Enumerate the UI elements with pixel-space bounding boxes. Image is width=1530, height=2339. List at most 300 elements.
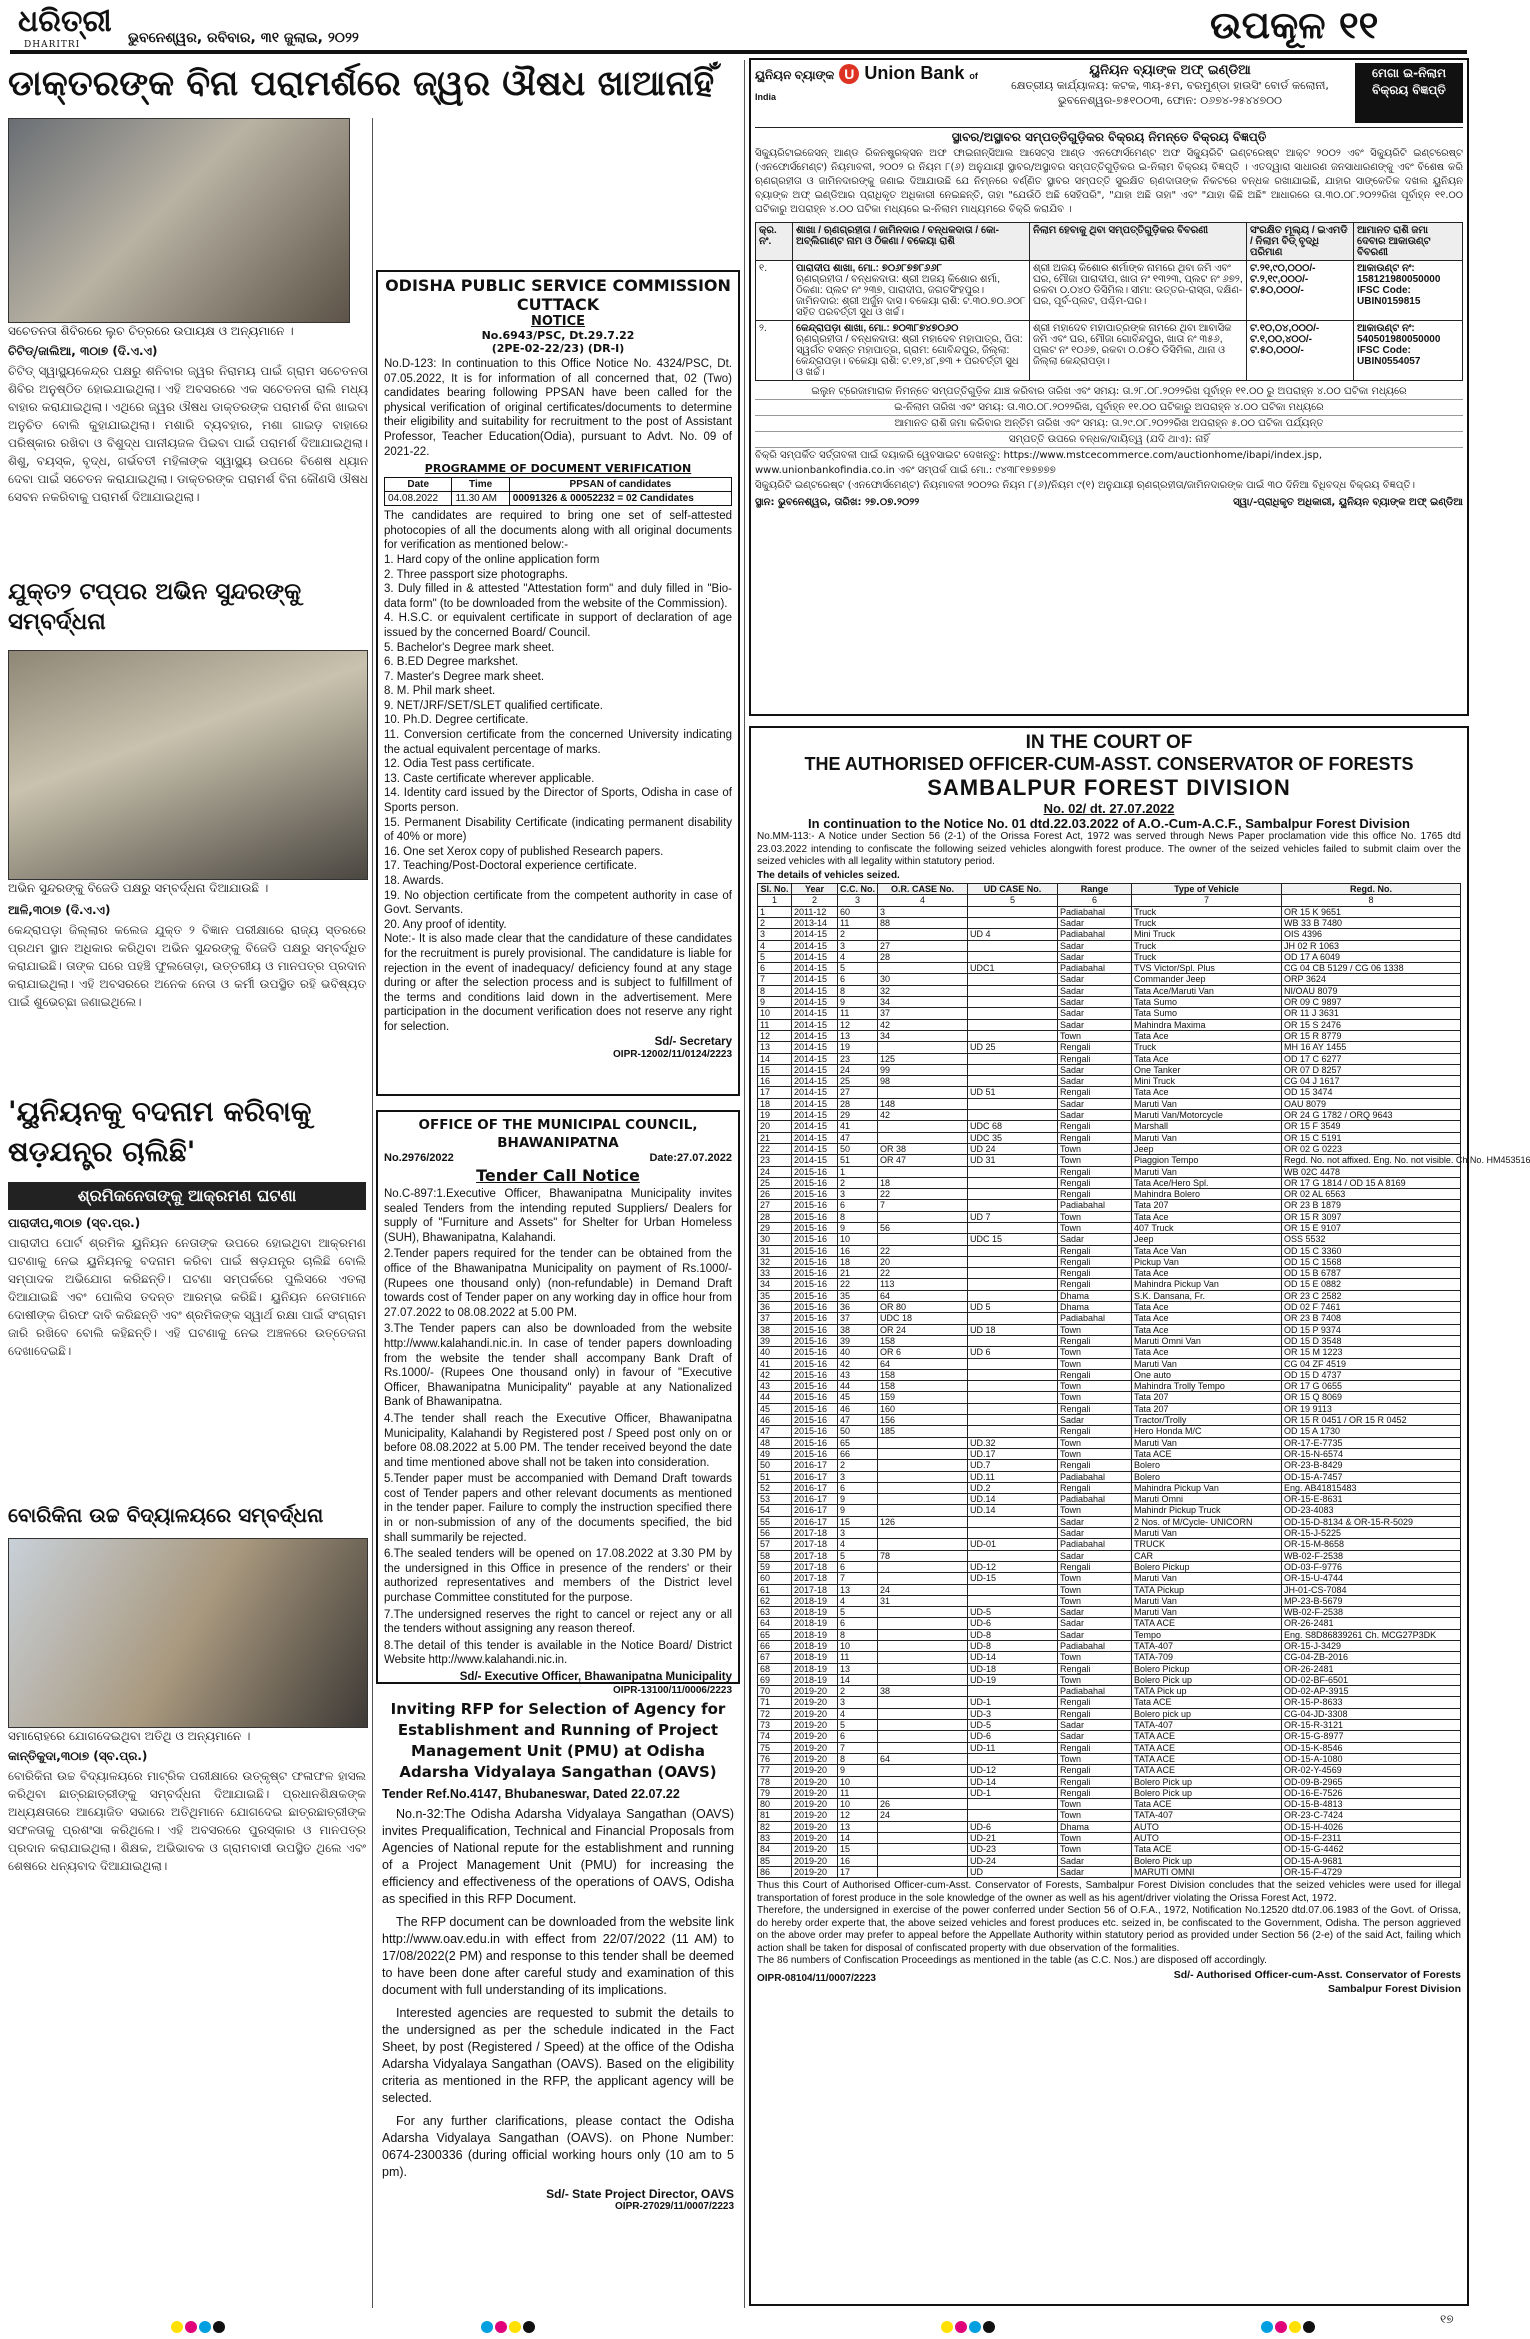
table-cell: 2017-18 (792, 1550, 838, 1561)
table-cell: 28 (758, 1211, 792, 1222)
table-cell: OD-02-AP-3915 (1282, 1686, 1461, 1697)
table-cell (968, 1268, 1058, 1279)
tender-paragraph: 3.The Tender papers can also be downloaded from the website http://www.kalahandi.nic.in. In case of tender papers downloading from the website the tender shall accompany Bank Draft of Rs.1000/- (Rupees One thousand only) in favour of "Executive Officer, Bhawanipatna Municipality" payable at any Nationalized Bank of Bhawanipatna. (384, 1323, 732, 1409)
column-number: 2 (792, 895, 838, 906)
table-cell (968, 1245, 1058, 1256)
table-cell: UDC 68 (968, 1121, 1058, 1132)
opsc-programme-title: PROGRAMME OF DOCUMENT VERIFICATION (424, 462, 692, 476)
table-cell: OD 15 C 1568 (1282, 1256, 1461, 1267)
table-cell (968, 1686, 1058, 1697)
table-cell: 40 (838, 1347, 878, 1358)
table-cell: UD 6 (968, 1347, 1058, 1358)
table-cell: 2014-15 (792, 997, 838, 1008)
table-cell: Tata Sumo (1132, 1008, 1282, 1019)
story4-headline: ବୋରିକିନା ଉଚ୍ଚ ବିଦ୍ୟାଳୟରେ ସମ୍ବର୍ଦ୍ଧନା (8, 1503, 324, 1527)
registration-dots (1260, 2318, 1316, 2337)
table-cell: Commander Jeep (1132, 974, 1282, 985)
table-cell: TATA ACE (1132, 1618, 1282, 1629)
table-cell: 21 (758, 1132, 792, 1143)
opsc-lead: The candidates are required to bring one set of self-attested photocopies of all the documents along with all original documents for verification as mentioned below:- (384, 510, 732, 552)
table-cell: Sadar (1058, 1731, 1132, 1742)
table-cell: Tata 207 (1132, 1200, 1282, 1211)
table-cell: 31 (878, 1595, 968, 1606)
table-cell: 44 (758, 1392, 792, 1403)
table-cell: OIS 4396 (1282, 929, 1461, 940)
table-cell (878, 1471, 968, 1482)
table-cell: 36 (838, 1302, 878, 1313)
table-cell: 9 (838, 997, 878, 1008)
table-cell: 42 (878, 1019, 968, 1030)
table-cell: 2016-17 (792, 1471, 838, 1482)
table-cell: 99 (878, 1064, 968, 1075)
table-cell (878, 1573, 968, 1584)
table-row (758, 974, 1461, 985)
table-cell: 78 (758, 1776, 792, 1787)
table-cell: Town (1058, 1652, 1132, 1663)
table-cell: 70 (758, 1686, 792, 1697)
table-cell: 76 (758, 1753, 792, 1764)
table-cell: 84 (758, 1844, 792, 1855)
masthead (0, 0, 1477, 50)
table-cell: Maruti Van (1132, 1607, 1282, 1618)
table-cell: Rengali (1058, 1087, 1132, 1098)
table-cell: 79 (758, 1787, 792, 1798)
table-cell (878, 1607, 968, 1618)
table-cell: UD 25 (968, 1042, 1058, 1053)
table-cell: 6 (838, 1618, 878, 1629)
table-row (758, 1821, 1461, 1832)
table-cell: 148 (878, 1098, 968, 1109)
table-column-number-row (758, 895, 1461, 906)
table-row (758, 1720, 1461, 1731)
table-cell (968, 1415, 1058, 1426)
document-list-item: 9. NET/JRF/SET/SLET qualified certificate. (384, 699, 604, 712)
table-cell: UD-1 (968, 1697, 1058, 1708)
document-list-item: 11. Conversion certificate from the concerned University indicating the actual equivalent percentage of marks. (384, 729, 732, 756)
table-cell: Tata Ace (1132, 1313, 1282, 1324)
table-cell: 2014-15 (792, 1087, 838, 1098)
table-cell: 2015-16 (792, 1437, 838, 1448)
opsc-notice (376, 270, 740, 1096)
table-cell: UD-14 (968, 1652, 1058, 1663)
bank-place-date: ସ୍ଥାନ: ଭୁବନେଶ୍ୱର, ତାରିଖ: ୨୭.୦୭.୨୦୨୨ (755, 497, 920, 508)
table-cell (878, 1765, 968, 1776)
table-cell: 27 (838, 1087, 878, 1098)
table-cell: 39 (758, 1335, 792, 1346)
table-cell (968, 1256, 1058, 1267)
table-cell: TRUCK (1132, 1539, 1282, 1550)
table-cell: Tata Ace (1132, 1324, 1282, 1335)
table-row (758, 1369, 1461, 1380)
table-cell: OD 15 3474 (1282, 1087, 1461, 1098)
column-number: 3 (838, 895, 878, 906)
table-cell: 28 (878, 951, 968, 962)
brand-odia: ୟୁନିୟନ ବ୍ୟାଙ୍କ (755, 68, 835, 82)
table-cell: Mahindr Pickup Truck (1132, 1505, 1282, 1516)
table-cell: OD-15-A-7457 (1282, 1471, 1461, 1482)
table-cell (878, 1787, 968, 1798)
table-cell: 27 (758, 1200, 792, 1211)
opsc-programme-table (384, 477, 732, 506)
table-cell: Town (1058, 1753, 1132, 1764)
forest-reference: OIPR-08104/11/0007/2223 (757, 1972, 876, 1984)
table-cell: 5 (838, 963, 878, 974)
table-row (758, 1313, 1461, 1324)
table-cell: 2015-16 (792, 1189, 838, 1200)
table-row (758, 1279, 1461, 1290)
table-cell: Sadar (1058, 1528, 1132, 1539)
table-cell: OR-15-G-8977 (1282, 1731, 1461, 1742)
table-cell: TATA Pickup (1132, 1584, 1282, 1595)
table-cell: OD 17 C 6277 (1282, 1053, 1461, 1064)
table-cell (968, 1279, 1058, 1290)
table-cell: AUTO (1132, 1833, 1282, 1844)
table-cell: Rengali (1058, 1279, 1132, 1290)
table-cell: 2016-17 (792, 1494, 838, 1505)
table-cell: Bolero (1132, 1471, 1282, 1482)
lead-caption: ସଚେତନତା ଶିବିରରେ ଲୁଚ ଚିତ୍ରରେ ଉପାୟକ୍ଷ ଓ ଅନ୍ୟମାନେ । (8, 324, 294, 338)
table-cell: 3 (838, 1471, 878, 1482)
bank-address: କ୍ଷେତ୍ରୀୟ କାର୍ଯ୍ୟାଳୟ: କଟକ, ୩ୟ-୫ମ, ବରମୁଣ୍ଡା ହାଉସିଂ ବୋର୍ଡ କଲୋନୀ, ଭୁବନେଶ୍ୱର-୭୫୧୦୦୩, ଫୋନ: ୦୬୭୪-୨୫୪୪୭୦୦ (1011, 79, 1329, 107)
table-row (758, 1482, 1461, 1493)
table-cell: OR 09 C 9897 (1282, 997, 1461, 1008)
table-cell: Sadar (1058, 1629, 1132, 1640)
table-cell (878, 1697, 968, 1708)
table-cell: UD 18 (968, 1324, 1058, 1335)
table-cell: OR 15 R 3097 (1282, 1211, 1461, 1222)
forest-disposed: The 86 numbers of Confiscation Proceedings as mentioned in the table (as C.C. Nos.) are disposed off accordingly. (757, 1955, 1267, 1967)
table-cell: OD-15-H-4026 (1282, 1821, 1461, 1832)
table-cell: 8 (838, 1753, 878, 1764)
table-cell: 2018-19 (792, 1674, 838, 1685)
table-cell: 13 (838, 1584, 878, 1595)
table-cell: 10 (838, 1799, 878, 1810)
table-cell: 51 (758, 1471, 792, 1482)
table-cell: 16 (838, 1855, 878, 1866)
table-row (756, 261, 1463, 321)
table-cell: OR 6 (878, 1347, 968, 1358)
table-cell (878, 929, 968, 940)
table-cell: One Tanker (1132, 1064, 1282, 1075)
table-cell: 10 (758, 1008, 792, 1019)
table-cell: OD 15 B 6787 (1282, 1268, 1461, 1279)
table-cell: 2018-19 (792, 1629, 838, 1640)
table-cell (878, 1087, 968, 1098)
table-cell: 2015-16 (792, 1211, 838, 1222)
logo-latin: DHARITRI (24, 40, 81, 50)
table-cell: Rengali (1058, 1132, 1132, 1143)
table-cell: 18 (878, 1177, 968, 1188)
table-cell: 24 (878, 1584, 968, 1595)
table-cell (878, 1042, 968, 1053)
table-cell: OD-15-D-8134 & OR-15-R-5029 (1282, 1516, 1461, 1527)
table-row (758, 1290, 1461, 1301)
table-cell: 4 (758, 940, 792, 951)
table-cell: Tata 207 (1132, 1392, 1282, 1403)
table-cell: OD 15 C 3360 (1282, 1245, 1461, 1256)
table-cell (878, 1629, 968, 1640)
oavs-title: Inviting RFP for Selection of Agency for Establishment and Running of Project Management Unit (PMU) at Odisha Adarsha Vidyalaya Sangathan (OAVS) (390, 1700, 726, 1781)
table-cell: ଆକାଉଣ୍ଟ ନଂ: 158121980050000 IFSC Code: UBIN0159815 (1354, 261, 1463, 321)
table-cell (968, 1110, 1058, 1121)
table-cell: OR 47 (878, 1155, 968, 1166)
table-cell: UD.7 (968, 1460, 1058, 1471)
table-cell: Tata Ace/Maruti Van (1132, 985, 1282, 996)
table-row (758, 1652, 1461, 1663)
opsc-title2: CUTTACK (516, 295, 600, 314)
table-cell: 11.30 AM (452, 492, 509, 506)
table-cell (968, 1753, 1058, 1764)
table-cell: 34 (758, 1279, 792, 1290)
table-cell: Mini Truck (1132, 929, 1282, 940)
table-cell: NI/OAU 8079 (1282, 985, 1461, 996)
table-cell: OR-23-B-8429 (1282, 1460, 1461, 1471)
table-cell: Sadar (1058, 917, 1132, 928)
table-cell (968, 1403, 1058, 1414)
forest-confiscation-notice (749, 726, 1530, 2306)
table-cell: 2016-17 (792, 1460, 838, 1471)
table-cell: 3 (838, 1189, 878, 1200)
table-cell: 2019-20 (792, 1720, 838, 1731)
table-cell: Pickup Van (1132, 1256, 1282, 1267)
table-cell: 15 (838, 1516, 878, 1527)
table-cell: 42 (838, 1358, 878, 1369)
table-cell: Padiabahal (1058, 906, 1132, 917)
table-cell: 2014-15 (792, 1121, 838, 1132)
table-cell: Tata ACE (1132, 1448, 1282, 1459)
table-cell: 5 (838, 1720, 878, 1731)
table-cell: OR 24 G 1782 / ORQ 9643 (1282, 1110, 1461, 1121)
document-list-item: 5. Bachelor's Degree mark sheet. (384, 641, 555, 654)
table-row (758, 1268, 1461, 1279)
table-cell: Regd. No. not affixed. Eng. No. not visible. Ch No. HM453516 (1282, 1155, 1461, 1166)
table-cell: Maruti Van (1132, 1573, 1282, 1584)
table-cell (968, 1799, 1058, 1810)
table-row (758, 1448, 1461, 1459)
document-list-item: 18. Awards. (384, 875, 444, 887)
table-cell: 18 (758, 1098, 792, 1109)
table-cell: 81 (758, 1810, 792, 1821)
table-cell (968, 1426, 1058, 1437)
table-row (758, 1674, 1461, 1685)
newspaper-logo: ଧରିତ୍ରୀ DHARITRI (18, 4, 112, 50)
table-cell: 2014-15 (792, 1030, 838, 1041)
table-header: Regd. No. (1282, 884, 1461, 895)
table-cell: 2017-18 (792, 1584, 838, 1595)
table-cell: Tata Ace (1132, 1211, 1282, 1222)
table-row (758, 906, 1461, 917)
table-cell: ଶ୍ରୀ ମହାଦେବ ମହାପାତ୍ରଙ୍କ ନାମରେ ଥିବା ଆବାସିକ ଜମି ଏବଂ ଘର, ମୌଜା ଗୋବିନ୍ଦପୁର, ଖାତା ନଂ ୩୫୬, ପ୍ଲଟ ନଂ ୧୦୬୭, ରକବା ୦.୦୫୦ ଡିସିମିଲ, ଥାନା ଓ ଜିଲ୍ଲା କେନ୍ଦ୍ରାପଡ଼ା। (1030, 321, 1247, 381)
column-number: 8 (1282, 895, 1461, 906)
table-cell: MP-23-B-5679 (1282, 1595, 1461, 1606)
forest-sign-line2: Sambalpur Forest Division (1327, 1983, 1461, 1996)
table-cell (968, 1189, 1058, 1200)
table-row (758, 1076, 1461, 1087)
table-row (758, 1765, 1461, 1776)
table-cell: 13 (758, 1042, 792, 1053)
table-cell: Rengali (1058, 1663, 1132, 1674)
table-row (758, 963, 1461, 974)
table-cell: Truck (1132, 940, 1282, 951)
table-cell: Bolero Pick up (1132, 1855, 1282, 1866)
table-cell: 6 (838, 974, 878, 985)
document-list-item: 4. H.S.C. or equivalent certificate in support of declaration of age issued by the concerned Board/ Council. (384, 612, 732, 639)
table-cell: Truck (1132, 951, 1282, 962)
table-cell: UD.2 (968, 1482, 1058, 1493)
table-row (758, 929, 1461, 940)
table-cell (968, 1595, 1058, 1606)
table-cell: 15 (758, 1064, 792, 1075)
table-cell: UD-21 (968, 1833, 1058, 1844)
table-cell: OR 15 E 9107 (1282, 1223, 1461, 1234)
table-header: UD CASE No. (968, 884, 1058, 895)
table-row (758, 1053, 1461, 1064)
table-cell: 6 (838, 1482, 878, 1493)
table-cell: 69 (758, 1674, 792, 1685)
table-cell: 2015-16 (792, 1279, 838, 1290)
table-cell: UD 7 (968, 1211, 1058, 1222)
table-cell: 68 (758, 1663, 792, 1674)
table-cell: Piaggion Tempo (1132, 1155, 1282, 1166)
table-cell (968, 985, 1058, 996)
table-cell: Bolero Pickup (1132, 1663, 1282, 1674)
table-row (758, 917, 1461, 928)
table-cell: Jeep (1132, 1234, 1282, 1245)
table-cell: OSS 5532 (1282, 1234, 1461, 1245)
table-cell: 2014-15 (792, 1064, 838, 1075)
table-cell: OD 15 D 3548 (1282, 1335, 1461, 1346)
oavs-tender-ref: Tender Ref.No.4147, Bhubaneswar, Dated 22.07.22 (382, 1787, 680, 1801)
bhawanipatna-reference: OIPR-13100/11/0006/2223 (613, 1684, 732, 1696)
table-cell: 67 (758, 1652, 792, 1663)
table-cell: 2019-20 (792, 1742, 838, 1753)
table-cell: Padiabahal (1058, 929, 1132, 940)
table-cell: 5 (838, 1607, 878, 1618)
table-cell: Rengali (1058, 1426, 1132, 1437)
table-cell: 77 (758, 1765, 792, 1776)
table-row (758, 1799, 1461, 1810)
table-row (758, 1787, 1461, 1798)
table-cell (968, 1335, 1058, 1346)
tender-paragraph: 2.Tender papers required for the tender can be obtained from the office of the Bhawanipatna Municipality on payment of Rs.1000/- (Rupees one thousand only) (non-refundable) in Demand Draft towards cost of Tender paper on any working day in office hour from 27.07.2022 to 08.08.2022 at 5.00 PM. (384, 1248, 732, 1319)
table-cell: 2019-20 (792, 1833, 838, 1844)
table-cell: 2016-17 (792, 1482, 838, 1493)
table-cell (878, 1494, 968, 1505)
table-cell: 2 (838, 1686, 878, 1697)
table-cell: UD-18 (968, 1663, 1058, 1674)
table-cell: 2 (838, 1177, 878, 1188)
table-row (758, 1245, 1461, 1256)
table-row (758, 1539, 1461, 1550)
table-cell: UD-24 (968, 1855, 1058, 1866)
table-cell: Bolero Pickup (1132, 1561, 1282, 1572)
table-row (758, 1098, 1461, 1109)
table-cell: OD-23-4083 (1282, 1505, 1461, 1516)
table-cell: 58 (758, 1550, 792, 1561)
table-row (758, 1573, 1461, 1584)
table-cell: 38 (838, 1324, 878, 1335)
opsc-note: Note:- It is also made clear that the candidature of these candidates for the recruitment is purely provisional. The candidature is liable for rejection in the event of inadequacy/ deficiency found at any stage during or after the selection process and is subject to fulfillment of the terms and conditions laid down in the advertisement. Mere participation in the document verification does not reserve any right for selection. (384, 933, 732, 1033)
table-cell: 22 (838, 1279, 878, 1290)
table-cell: Maruti Van (1132, 1595, 1282, 1606)
table-cell: Sadar (1058, 1064, 1132, 1075)
table-cell: Sadar (1058, 1720, 1132, 1731)
table-cell: OD 02 F 7461 (1282, 1302, 1461, 1313)
table-cell (878, 1482, 968, 1493)
table-cell: 33 (758, 1268, 792, 1279)
table-cell: 60 (758, 1573, 792, 1584)
table-row (758, 1008, 1461, 1019)
table-cell: 43 (758, 1381, 792, 1392)
table-cell: Truck (1132, 1042, 1282, 1053)
table-cell: UD.11 (968, 1471, 1058, 1482)
rfp-paragraph: Interested agencies are requested to submit the details to the undersigned as per the schedule indicated in the Fact Sheet, by post (Registered / Speed) at the office of the Odisha Adarsha Vidyalaya Sangathan (OAVS). Based on the eligibility criteria as mentioned in the RFP, the applicant agency will be selected. (382, 2005, 734, 2105)
bank-footer-line: ଇ-ନିଲାମ ତାରିଖ ଏବଂ ସମୟ: ତା.୩୦.୦୮.୨୦୨୨ରିଖ, ପୂର୍ବାହ୍ନ ୧୧.୦୦ ଘଟିକାରୁ ଅପରାହ୍ନ ୪.୦୦ ଘଟିକା ମଧ୍ୟରେ (755, 400, 1463, 416)
table-cell: Tata Ace (1132, 1087, 1282, 1098)
rfp-paragraph: The RFP document can be downloaded from the website link http://www.oav.edu.in with effect from 22/07/2022 (11 AM) to 17/08/2022(2 PM) and response to this tender shall be deemed to have been done after careful study and examination of this document with full understanding of its implications. (382, 1914, 734, 1997)
table-cell: 2014-15 (792, 1143, 838, 1154)
table-cell: 34 (878, 997, 968, 1008)
table-cell: JH 02 R 1063 (1282, 940, 1461, 951)
table-cell: Tata Ace (1132, 1268, 1282, 1279)
table-cell: 8 (758, 985, 792, 996)
table-cell: 37 (758, 1313, 792, 1324)
table-cell: OR-15-M-8658 (1282, 1539, 1461, 1550)
table-row (758, 1561, 1461, 1572)
table-cell: Bolero Pick up (1132, 1674, 1282, 1685)
table-cell: Tata ACE (1132, 1799, 1282, 1810)
table-cell: 19 (758, 1110, 792, 1121)
table-cell: 13 (838, 1663, 878, 1674)
document-list-item: 6. B.ED Degree markshet. (384, 656, 519, 669)
table-cell: 3 (838, 1697, 878, 1708)
table-row (758, 1697, 1461, 1708)
table-cell: 47 (758, 1426, 792, 1437)
table-cell (968, 1358, 1058, 1369)
table-header: ଶାଖା / ଋଣଗ୍ରହୀତା / ଜାମିନଦାର / ବନ୍ଧକଦାତା / କୋ-ଅବ୍ଲିଗାଣ୍ଟ ନାମ ଓ ଠିକଣା / ବକେୟା ରାଶି (793, 223, 1030, 261)
table-cell: 2014-15 (792, 951, 838, 962)
table-cell (968, 1223, 1058, 1234)
table-row (758, 1833, 1461, 1844)
table-cell: OAU 8079 (1282, 1098, 1461, 1109)
table-cell: Sadar (1058, 1516, 1132, 1527)
column-divider (372, 118, 373, 2308)
table-cell: OR-15-U-4744 (1282, 1573, 1461, 1584)
tender-paragraph: No.C-897:1.Executive Officer, Bhawanipatna Municipality invites sealed Tenders from the intending reputed Suppliers/ Dealers for supply of "Furniture and Assets" for Shelter for Urban Homeless (SUH), Bhawanipatna, Kalahandi. (384, 1188, 732, 1244)
document-list-item: 19. No objection certificate from the competent authority in case of Govt. Servants. (384, 889, 732, 917)
table-cell: Rengali (1058, 1335, 1132, 1346)
table-cell: 35 (838, 1290, 878, 1301)
column-divider (744, 60, 745, 2308)
table-cell: 3 (758, 929, 792, 940)
table-cell: 9 (838, 1223, 878, 1234)
table-cell: Sadar (1058, 1866, 1132, 1877)
table-cell: 50 (838, 1143, 878, 1154)
table-cell: 64 (878, 1753, 968, 1764)
table-cell: 7 (838, 1742, 878, 1753)
table-cell: ଟ.୧୦,୦୪,୦୦୦/- ଟ.୧,୦୦,୪୦୦/- ଟ.୫୦,୦୦୦/- (1247, 321, 1354, 381)
table-cell: 13 (838, 1030, 878, 1041)
table-cell: 6 (838, 1561, 878, 1572)
table-cell: 18 (838, 1256, 878, 1267)
table-cell: OD-15-K-8546 (1282, 1742, 1461, 1753)
page-number: ୧୭ (1440, 2312, 1454, 2326)
table-cell: 62 (758, 1595, 792, 1606)
table-cell: 61 (758, 1584, 792, 1595)
table-cell: 13 (838, 1821, 878, 1832)
table-cell (878, 1833, 968, 1844)
borrower-details: ଋଣଗ୍ରହୀତା / ବନ୍ଧକଦାତା: ଶ୍ରୀ ମହାଦେବ ମହାପାତ୍ର, ପିତା: ସ୍ୱର୍ଗତ ବସନ୍ତ ମହାପାତ୍ର, ଗ୍ରାମ: ଗୋବିନ୍ଦପୁର, ଜିଲ୍ଲା: କେନ୍ଦ୍ରାପଡ଼ା। ବକେୟା ରାଶି: ଟ.୧୨,୪୮,୭୩ + ପରବର୍ତ୍ତୀ ସୁଧ ଓ ଖର୍ଚ୍ଚ। (796, 334, 1023, 378)
